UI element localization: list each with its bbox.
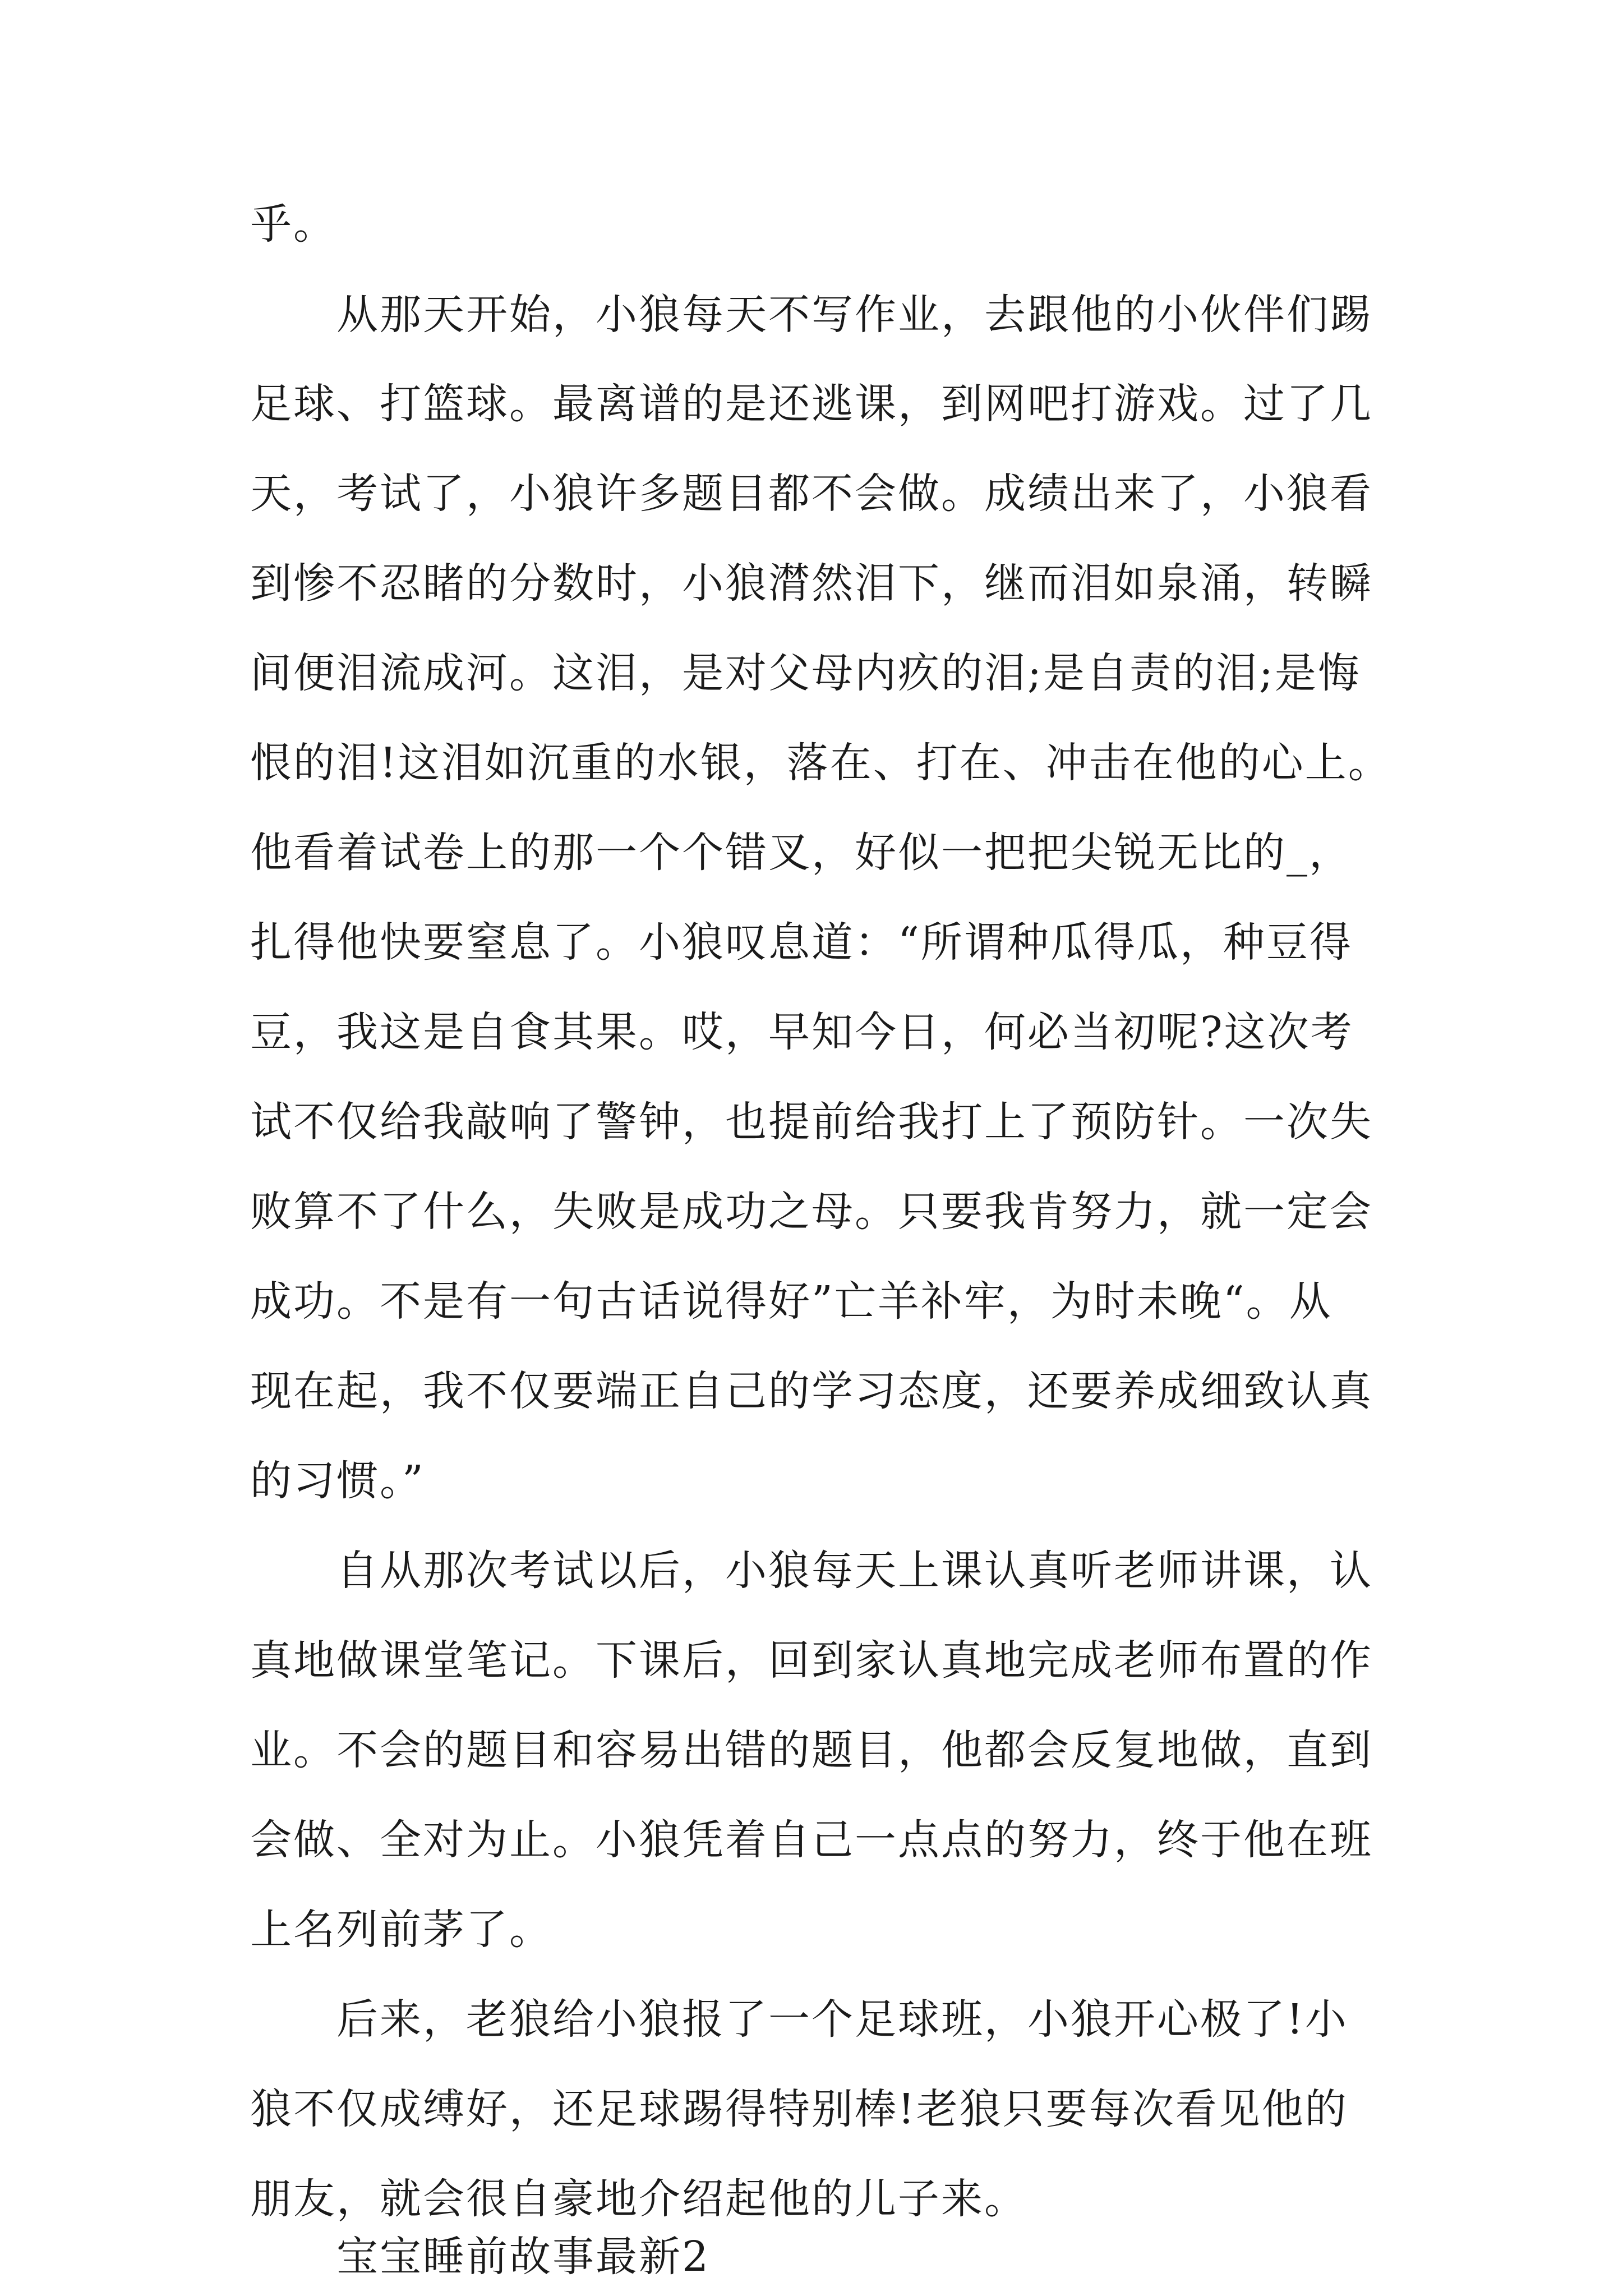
text-line: 乎。 <box>250 200 336 249</box>
text-line: 的习惯。” <box>250 1457 425 1505</box>
section-heading: 宝宝睡前故事最新2 <box>336 2233 711 2281</box>
text-line: 狼不仅成缚好，还足球踢得特别棒!老狼只要每次看见他的 <box>250 2085 1348 2133</box>
text-line: 间便泪流成河。这泪，是对父母内疚的泪;是自责的泪;是悔 <box>250 649 1361 697</box>
text-line: 恨的泪!这泪如沉重的水银，落在、打在、冲击在他的心上。 <box>250 739 1391 787</box>
text-line: 试不仅给我敲响了警钟，也提前给我打上了预防针。一次失 <box>250 1098 1373 1146</box>
text-line: 上名列前茅了。 <box>250 1906 552 1954</box>
text-line: 天，考试了，小狼许多题目都不会做。成绩出来了，小狼看 <box>250 470 1373 518</box>
paragraph-start: 自从那次考试以后，小狼每天上课认真听老师讲课，认 <box>336 1547 1373 1595</box>
text-line: 扎得他快要窒息了。小狼叹息道：“所谓种瓜得瓜，种豆得 <box>250 918 1353 967</box>
text-line: 会做、全对为止。小狼凭着自己一点点的努力，终于他在班 <box>250 1816 1373 1864</box>
paragraph-start: 从那天开始，小狼每天不写作业，去跟他的小伙伴们踢 <box>336 291 1373 339</box>
text-line: 豆，我这是自食其果。哎，早知今日，何必当初呢?这次考 <box>250 1008 1354 1056</box>
text-line: 业。不会的题目和容易出错的题目，他都会反复地做，直到 <box>250 1726 1373 1774</box>
text-line: 真地做课堂笔记。下课后，回到家认真地完成老师布置的作 <box>250 1636 1373 1685</box>
text-line: 现在起，我不仅要端正自己的学习态度，还要养成细致认真 <box>250 1367 1373 1415</box>
paragraph-start: 后来，老狼给小狼报了一个足球班，小狼开心极了!小 <box>336 1995 1348 2044</box>
text-line: 朋友，就会很自豪地介绍起他的儿子来。 <box>250 2175 1027 2223</box>
text-line: 他看着试卷上的那一个个错叉，好似一把把尖锐无比的_， <box>250 829 1352 877</box>
text-line: 败算不了什么，失败是成功之母。只要我肯努力，就一定会 <box>250 1188 1373 1236</box>
text-line: 足球、打篮球。最离谱的是还逃课，到网吧打游戏。过了几 <box>250 380 1373 428</box>
text-line: 成功。不是有一句古话说得好”亡羊补牢，为时未晚“。从 <box>250 1277 1332 1326</box>
text-line: 到惨不忍睹的分数时，小狼潸然泪下，继而泪如泉涌，转瞬 <box>250 559 1373 608</box>
